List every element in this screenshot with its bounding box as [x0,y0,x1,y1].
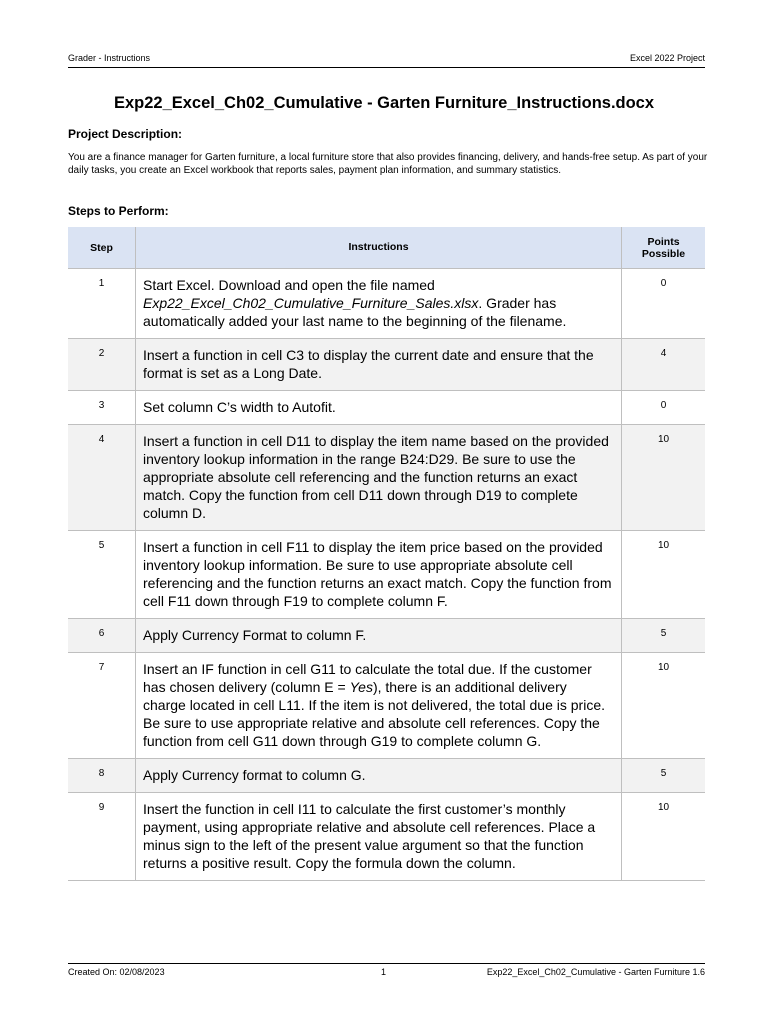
instruction-text: Insert an IF function in cell G11 to calculate the total due. If the customer has chosen delivery (column E = [143,661,592,695]
instruction-text: . Grader has automatically added your last name to the beginning of the filename. [143,295,567,329]
table-row [68,391,705,425]
instruction-text: ), there is an additional delivery charge located in cell L11. If the item is not delivered, the total due is price. Be sure to use appropriate relative and absolute cell references. Copy the function from cell G11 down through G19 to complete column G. [143,679,605,749]
table-row [68,759,705,793]
step-points: 10 [622,793,706,881]
step-instruction [136,759,622,793]
table-row [68,619,705,653]
instruction-text: Apply Currency Format to column F. [143,627,367,643]
instruction-emphasis: Yes [349,679,373,695]
step-points: 5 [622,759,706,793]
step-number: 7 [68,653,136,759]
step-points: 5 [622,619,706,653]
table-row [68,531,705,619]
step-instruction [136,339,622,391]
step-points: 0 [622,269,706,339]
table-row [68,653,705,759]
table-row [68,793,705,881]
step-instruction [136,619,622,653]
step-number: 6 [68,619,136,653]
footer-document: Exp22_Excel_Ch02_Cumulative - Garten Furniture 1.6 [486,967,705,977]
table-header-row [68,227,705,269]
instruction-text: Set column C’s width to Autofit. [143,399,336,415]
step-points: 0 [622,391,706,425]
step-number: 8 [68,759,136,793]
step-points: 4 [622,339,706,391]
col-header-points-line2: Possible [641,247,686,260]
instruction-text: Start Excel. Download and open the file named [143,277,435,293]
step-instruction [136,793,622,881]
description-text: You are a finance manager for Garten furniture, a local furniture store that also provides financing, delivery, and hands-free setup. As part of your daily tasks, you create an Excel workbook that reports sales, payment plan information, and summary statistics. [68,152,708,176]
instruction-text: Insert a function in cell F11 to display the item price based on the provided inventory lookup information. Be sure to use appropriate absolute cell referencing and the function returns an exact match. Copy the function from cell F11 down through F19 to complete column F. [143,539,612,609]
step-points: 10 [622,653,706,759]
instruction-text: Insert a function in cell C3 to display the current date and ensure that the format is set as a Long Date. [143,347,594,381]
step-instruction [136,653,622,759]
step-instruction [136,269,622,339]
page-footer [68,963,705,977]
instruction-emphasis: Exp22_Excel_Ch02_Cumulative_Furniture_Sales.xlsx [143,295,479,311]
step-number: 4 [68,425,136,531]
col-header-points-line1: Points [647,235,680,248]
footer-created: Created On: 02/08/2023 [68,967,165,977]
step-number: 9 [68,793,136,881]
step-number: 5 [68,531,136,619]
table-row [68,339,705,391]
header-left: Grader - Instructions [68,53,151,63]
description-heading: Project Description: [68,127,183,141]
page-header [68,53,705,68]
instruction-text: Apply Currency format to column G. [143,767,366,783]
step-instruction [136,531,622,619]
col-header-step: Step [68,227,136,269]
step-instruction [136,391,622,425]
footer-page-number: 1 [381,967,387,977]
step-instruction [136,425,622,531]
step-number: 3 [68,391,136,425]
col-header-instructions: Instructions [136,227,622,269]
instruction-text: Insert the function in cell I11 to calculate the first customer’s monthly payment, using appropriate relative and absolute cell references. Place a minus sign to the left of the present value argument so that the function returns a positive result. Copy the formula down the column. [143,801,596,871]
step-number: 2 [68,339,136,391]
instruction-text: Insert a function in cell D11 to display the item name based on the provided inventory lookup information in the range B24:D29. Be sure to use the appropriate absolute cell referencing and the function returns an exact match. Copy the function from cell D11 down through D19 to complete column D. [143,433,609,521]
document-title: Exp22_Excel_Ch02_Cumulative - Garten Furniture_Instructions.docx [113,94,655,112]
table-row [68,425,705,531]
header-right: Excel 2022 Project [629,53,705,63]
step-number: 1 [68,269,136,339]
col-header-points [622,227,706,269]
step-points: 10 [622,531,706,619]
table-row [68,269,705,339]
step-points: 10 [622,425,706,531]
steps-table [68,227,705,881]
steps-heading: Steps to Perform: [68,204,169,218]
